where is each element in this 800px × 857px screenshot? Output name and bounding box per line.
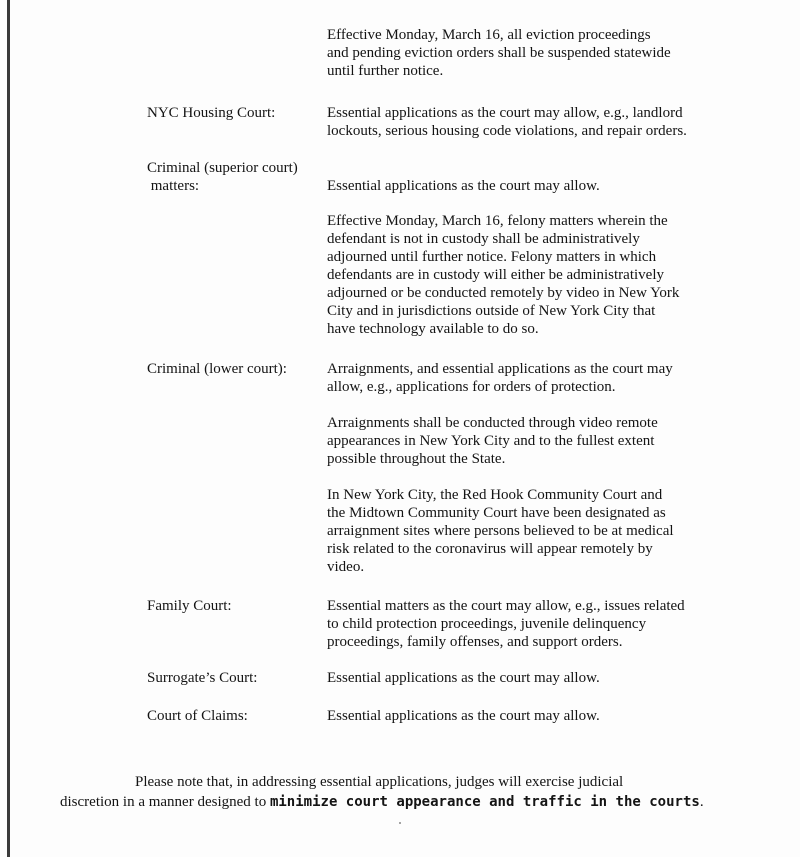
criminal-lower-label: Criminal (lower court):: [147, 361, 287, 377]
note-emphasis: minimize court appearance and traffic in the courts: [269, 794, 700, 810]
criminal-lower-text: [327, 360, 747, 396]
text-line: to child protection proceedings, juvenile delinquency: [327, 616, 647, 632]
criminal-superior-label: [147, 159, 317, 195]
text-line: and pending eviction orders shall be suspended statewide: [327, 45, 671, 61]
text-line: the Midtown Community Court have been designated as: [327, 505, 666, 521]
text-line: Essential matters as the court may allow, e.g., issues related: [327, 598, 685, 614]
eviction-paragraph: [327, 26, 747, 80]
criminal-lower-paragraph-2: [327, 414, 747, 468]
nyc-housing-court-label: NYC Housing Court:: [147, 105, 276, 121]
court-of-claims-label: Court of Claims:: [147, 708, 248, 724]
text-line: Essential applications as the court may allow, e.g., landlord: [327, 105, 683, 121]
label-line: matters:: [147, 178, 200, 194]
criminal-superior-paragraph-2: [327, 212, 747, 338]
text-line: Effective Monday, March 16, felony matters wherein the: [327, 213, 668, 229]
text-line: defendant is not in custody shall be administratively: [327, 231, 640, 247]
criminal-superior-text: [327, 177, 747, 195]
nyc-housing-court-text: [327, 104, 747, 140]
scan-speck: [399, 822, 401, 824]
text-line: Essential applications as the court may allow.: [327, 178, 600, 194]
text-line: Arraignments shall be conducted through video remote: [327, 415, 658, 431]
text-line: have technology available to do so.: [327, 321, 539, 337]
court-of-claims-text: [327, 707, 747, 725]
note-period: .: [699, 794, 704, 810]
family-court-text: [327, 597, 747, 651]
text-line: arraignment sites where persons believed to be at medical: [327, 523, 674, 539]
text-line: defendants are in custody will either be administratively: [327, 267, 664, 283]
criminal-lower-paragraph-3: [327, 486, 747, 576]
text-line: Effective Monday, March 16, all eviction proceedings: [327, 27, 651, 43]
surrogates-court-text: [327, 669, 747, 687]
text-line: lockouts, serious housing code violations, and repair orders.: [327, 123, 687, 139]
text-line: In New York City, the Red Hook Community Court and: [327, 487, 663, 503]
closing-note: [60, 772, 760, 812]
family-court-label: Family Court:: [147, 598, 232, 614]
text-line: proceedings, family offenses, and support orders.: [327, 634, 623, 650]
text-line: risk related to the coronavirus will appear remotely by: [327, 541, 653, 557]
text-line: until further notice.: [327, 63, 444, 79]
note-text: discretion in a manner designed to: [60, 794, 270, 810]
text-line: allow, e.g., applications for orders of protection.: [327, 379, 616, 395]
text-line: video.: [327, 559, 365, 575]
note-line: [60, 792, 760, 812]
page-edge-rule: [7, 0, 10, 857]
text-line: adjourned until further notice. Felony matters in which: [327, 249, 657, 265]
text-line: Arraignments, and essential applications as the court may: [327, 361, 673, 377]
text-line: adjourned or be conducted remotely by video in New York: [327, 285, 680, 301]
surrogates-court-label: Surrogate’s Court:: [147, 670, 258, 686]
text-line: appearances in New York City and to the fullest extent: [327, 433, 655, 449]
text-line: City and in jurisdictions outside of New York City that: [327, 303, 656, 319]
label-line: Criminal (superior court): [147, 160, 298, 176]
text-line: possible throughout the State.: [327, 451, 506, 467]
text-line: Essential applications as the court may allow.: [327, 670, 600, 686]
text-line: Essential applications as the court may allow.: [327, 708, 600, 724]
note-line: Please note that, in addressing essential applications, judges will exercise judicial: [135, 774, 624, 790]
